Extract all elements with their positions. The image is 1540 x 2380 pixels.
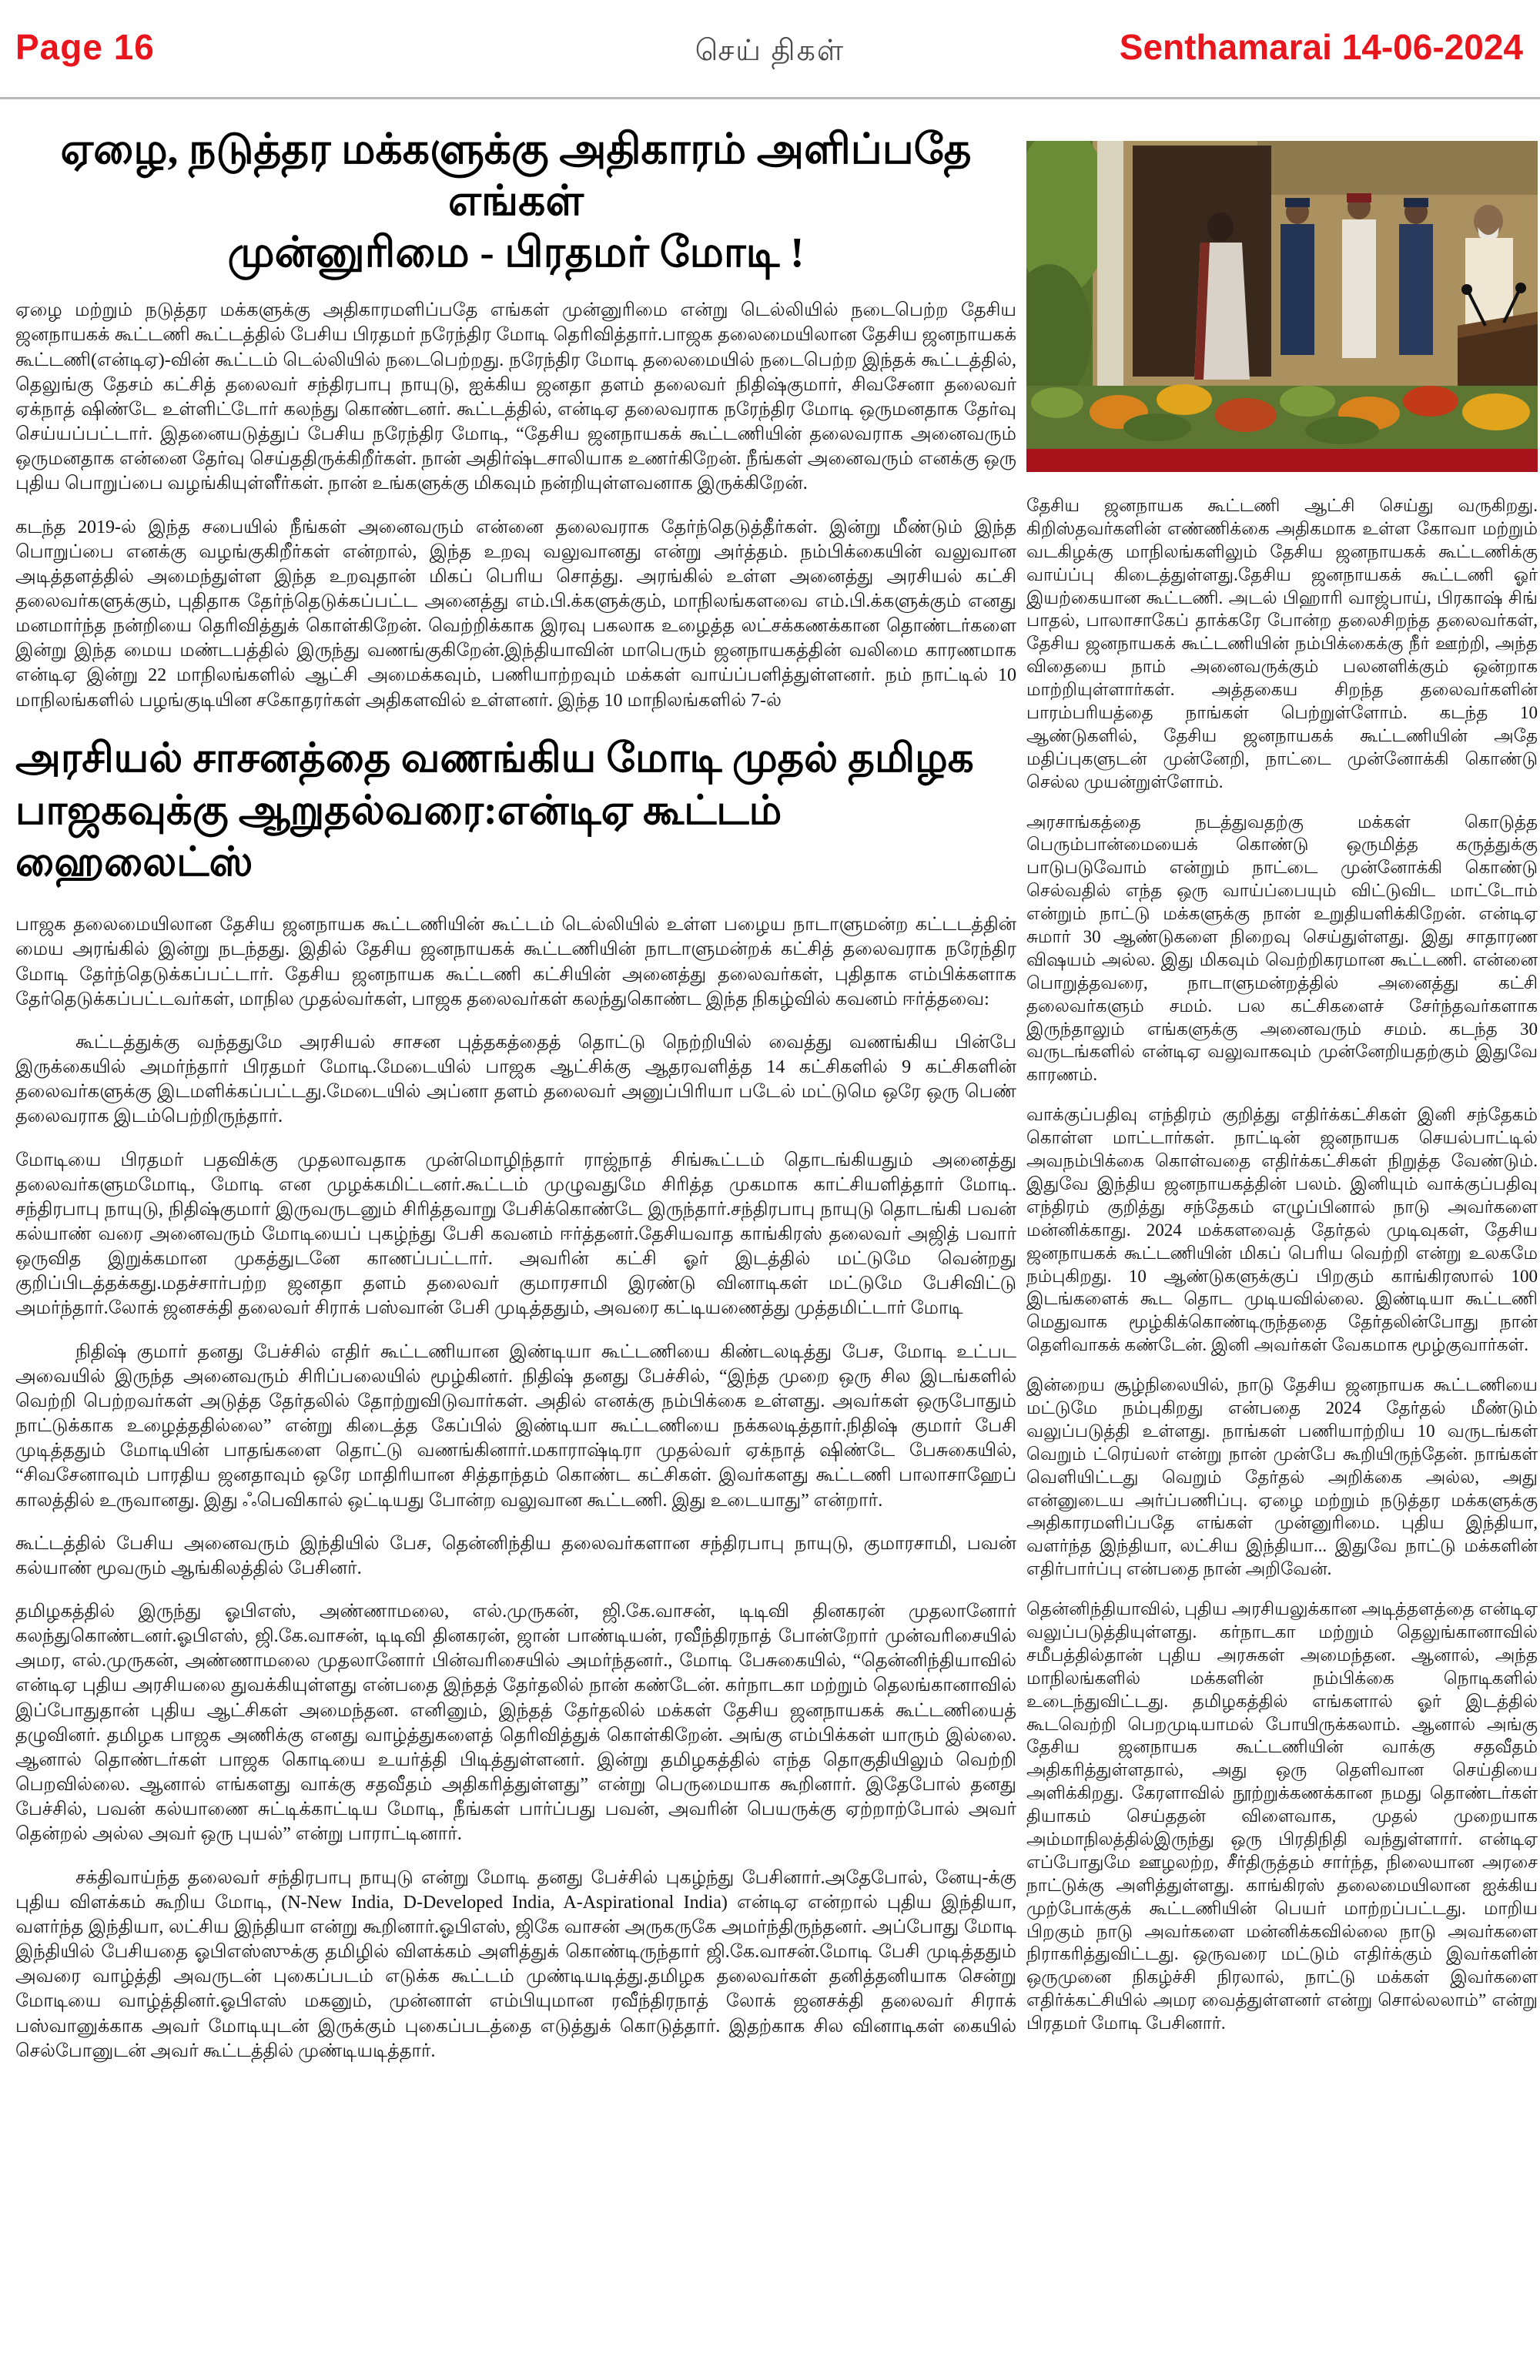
- article2-headline-line2: பாஜகவுக்கு ஆறுதல்வரை:என்டிஏ கூட்டம் ஹைலைட்ஸ்: [15, 788, 782, 885]
- president-figure-head: [1207, 213, 1234, 242]
- guard-figures: [1281, 193, 1433, 358]
- article2-headline: [15, 733, 1016, 889]
- masthead-date: Senthamarai 14-06-2024: [1119, 27, 1523, 67]
- section-title: செய் திகள்: [695, 35, 845, 67]
- red-carpet: [1026, 449, 1538, 472]
- article2-paragraph: நிதிஷ் குமார் தனது பேச்சில் எதிர் கூட்டணியான இண்டியா கூட்டணியை கிண்டலடித்து பேச, மோடி உட்பட அவையில் இருந்த அனைவரும் சிரிப்பலையில் மூழ்கினர். நிதிஷ் தனது பேச்சில், “இந்த முறை ஒரு சில இடங்களில் வெற்றி பெற்றவர்கள் அடுத்த தேர்தலில் தோற்றுவிடுவார்கள். அதில் எனக்கு நம்பிக்கை உள்ளது. அவர்கள் ஒருபோதும் நாட்டுக்காக உழைத்ததில்லை” என்று கிடைத்த கேப்பில் இண்டியா கூட்டணியை நக்கலடித்தார்.நிதிஷ் குமார் பேசி முடித்ததும் மோடியின் பாதங்களை தொட்டு வணங்கினார்.மகாராஷ்டிரா முதல்வர் ஏக்நாத் ஷிண்டே பேசுகையில், “சிவசேனாவும் பாரதிய ஜனதாவும் ஒரே மாதிரியான சித்தாந்தம் கொண்ட கட்சிகள். இவர்களது கூட்டணி பாலாசாஹேப் காலத்தில் உருவானது. இது ஃபெவிகால் ஒட்டியது போன்ற வலுவான கூட்டணி. இது உடையாது” என்றார்.: [15, 1341, 1016, 1511]
- article1-paragraph: ஏழை மற்றும் நடுத்தர மக்களுக்கு அதிகாரமளிப்பதே எங்கள் முன்னுரிமை என்று டெல்லியில் நடைபெற்ற தேசிய ஜனநாயகக் கூட்டணி கூட்டத்தில் பேசிய பிரதமர் நரேந்திர மோடி தெரிவித்தார்.பாஜக தலைமையிலான தேசிய ஜனநாயகக் கூட்டணி(என்டிஏ)-வின் கூட்டம் டெல்லியில் நடைபெற்றது. நரேந்திர மோடி தலைமையில் நடைபெற்ற இந்தக் கூட்டத்தில், தெலுங்கு தேசம் கட்சித் தலைவர் சந்திரபாபு நாயுடு, ஐக்கிய ஜனதா தளம் தலைவர் நிதிஷ்குமார், சிவசேனா தலைவர் ஏக்நாத் ஷிண்டே உள்ளிட்டோர் கலந்து கொண்டனர். கூட்டத்தில், என்டிஏ தலைவராக நரேந்திர மோடி ஒருமனதாக தேர்வு செய்யப்பட்டார். இதனையடுத்துப் பேசிய நரேந்திர மோடி, “தேசிய ஜனநாயகக் கூட்டணியின் தலைவராக அனைவரும் ஒருமனதாக என்னை தேர்வு செய்ததிருக்கிறீர்கள். நான் அதிர்ஷ்டசாலியாக உணர்கிறேன். நீங்கள் அனைவரும் எனக்கு ஒரு புதிய பொறுப்பை வழங்கியுள்ளீர்கள். நான் உங்களுக்கு மிகவும் நன்றியுள்ளவனாக இருக்கிறேன்.: [15, 300, 1016, 494]
- right-column-paragraph: இன்றைய சூழ்நிலையில், நாடு தேசிய ஜனநாயக கூட்டணியை மட்டுமே நம்புகிறது என்பதை 2024 தேர்தல் மீண்டும் வலுப்படுத்தி உள்ளது. நாங்கள் பணியாற்றிய 10 வருடங்கள் வெறும் ட்ரெய்லர் என்று நான் முன்பே கூறியிருந்தேன். நாங்கள் வெளியிட்டது வெறும் தேர்தல் அறிக்கை அல்ல, அது என்னுடைய அர்ப்பணிப்பு. ஏழை மற்றும் நடுத்தர மக்களுக்கு அதிகாரமளிப்பதே எங்கள் முன்னுரிமை. புதிய இந்தியா, வளர்ந்த இந்தியா, லட்சிய இந்தியா... இதுவே நாட்டு மக்களின் எதிர்பார்ப்பு என்பதை நான் அறிவேன்.: [1026, 1375, 1538, 1579]
- right-column-paragraph: தேசிய ஜனநாயக கூட்டணி ஆட்சி செய்து வருகிறது. கிறிஸ்தவர்களின் எண்ணிக்கை அதிகமாக உள்ள கோவா மற்றும் வடகிழக்கு மாநிலங்களிலும் தேசிய ஜனநாயகக் கூட்டணிக்கு வாய்ப்பு கிடைத்துள்ளது.தேசிய ஜனநாயகக் கூட்டணி ஓர் இயற்கையான கூட்டணி. அடல் பிஹாரி வாஜ்பாய், பிரகாஷ் சிங் பாதல், பாலாசாகேப் தாக்கரே போன்ற தலைசிறந்த தலைவர்கள், தேசிய ஜனநாயகக் கூட்டணியின் நம்பிக்கைக்கு நீர் ஊற்றி, அந்த விதையை நாம் அனைவருக்கும் பலனளிக்கும் ஒன்றாக மாற்றியுள்ளார்கள். அத்தகைய சிறந்த தலைவர்களின் பாரம்பரியத்தை நாங்கள் பெற்றுள்ளோம். கடந்த 10 ஆண்டுகளில், தேசிய ஜனநாயகக் கூட்டணியின் அதே மதிப்புகளுடன் முன்னேறி, நாட்டை முன்னோக்கி கொண்டு செல்ல முயன்றுள்ளோம்.: [1026, 496, 1538, 792]
- microphone: [1461, 284, 1472, 295]
- ceremony-photo: [1026, 141, 1538, 472]
- pillar: [1097, 141, 1123, 387]
- page-number-label: Page 16: [15, 27, 155, 67]
- article2-paragraph: கூட்டத்தில் பேசிய அனைவரும் இந்தியில் பேச, தென்னிந்திய தலைவர்களான சந்திரபாபு நாயுடு, குமாரசாமி, பவன் கல்யாண் மூவரும் ஆங்கிலத்தில் பேசினர்.: [15, 1533, 1016, 1578]
- left-column: [15, 123, 1016, 2372]
- right-column-paragraph: அரசாங்கத்தை நடத்துவதற்கு மக்கள் கொடுத்த பெரும்பான்மையைக் கொண்டு ஒருமித்த கருத்துக்கு பாடுபடுவோம் என்றும் நாட்டை முன்னோக்கி கொண்டு செல்வதில் எந்த ஒரு வாய்ப்பையும் விட்டுவிட மாட்டோம் என்றும் நாட்டு மக்களுக்கு நான் உறுதியளிக்கிறேன். என்டிஏ சுமார் 30 ஆண்டுகளை நிறைவு செய்துள்ளது. இது சாதாரண விஷயம் அல்ல. இது மிகவும் வெற்றிகரமான கூட்டணி. என்னை பொறுத்தவரை, நாடாளுமன்றத்தில் அனைத்து கட்சி தலைவர்களும் சமம். பல கட்சிகளைச் சேர்ந்தவர்களாக இருந்தாலும் எங்களுக்கு அனைவரும் சமம். கடந்த 30 வருடங்களில் என்டிஏ வலுவாகவும் முன்னேறியதற்கும் இதுவே காரணம்.: [1026, 812, 1538, 1085]
- article2-paragraph: தமிழகத்தில் இருந்து ஓபிஎஸ், அண்ணாமலை, எல்.முருகன், ஜி.கே.வாசன், டிடிவி தினகரன் முதலானோர் கலந்துகொண்டனர்.ஓபிஎஸ், ஜி.கே.வாசன், டிடிவி தினகரன், ஜான் பாண்டியன், ரவீந்திரநாத் போன்றோர் முன்வரிசையில் அமர, எல்.முருகன், அண்ணாமலை முதலானோர் பின்வரிசையில் அமர்ந்தனர்., மோடி பேசுகையில், “தென்னிந்தியாவில் என்டிஏ புதிய அரசியலை துவக்கியுள்ளது என்பதை இந்தத் தேர்தலில் நான் கண்டேன். கர்நாடகா மற்றும் தெலங்கானாவில் இப்போதுதான் புதிய ஆட்சிகள் அமைந்தன. எனினும், இந்தத் தேர்தலில் மக்கள் தேசிய ஜனநாயகக் கூட்டணியைத் தழுவினர். தமிழக பாஜக அணிக்கு எனது வாழ்த்துகளைத் தெரிவித்துக் கொள்கிறேன். அங்கு எம்பிக்கள் யாரும் இல்லை. ஆனால் தொண்டர்கள் பாஜக கொடியை உயர்த்தி பிடித்துள்ளனர். இன்று தமிழகத்தில் எந்த தொகுதியிலும் வெற்றி பெறவில்லை. ஆனால் எங்களது வாக்கு சதவீதம் அதிகரித்துள்ளது” என்று பெருமையாக கூறினார். இதேபோல் தனது பேச்சில், பவன் கல்யாணை சுட்டிக்காட்டிய மோடி, நீங்கள் பார்ப்பது பவன், அவரின் பெயருக்கு ஏற்றாற்போல் அவர் தென்றல் அல்ல அவர் ஒரு புயல்” என்று பாராட்டினார்.: [15, 1602, 1016, 1845]
- page-header: [0, 0, 1540, 99]
- article2-headline-line1: அரசியல் சாசனத்தை வணங்கிய மோடி முதல் தமிழக: [15, 735, 974, 781]
- right-column-paragraph: தென்னிந்தியாவில், புதிய அரசியலுக்கான அடித்தளத்தை என்டிஏ வலுப்படுத்தியுள்ளது. கர்நாடகா மற்றும் தெலுங்கானாவில் சமீபத்தில்தான் புதிய அரசுகள் அமைந்தன. ஆனால், அந்த மாநிலங்களில் மக்களின் நம்பிக்கை நொடிகளில் உடைந்துவிட்டது. தமிழகத்தில் எங்களால் ஓர் இடத்தில் கூடவெற்றி பெறமுடியாமல் போயிருக்கலாம். ஆனால் அங்கு தேசிய ஜனநாயக கூட்டணியின் வாக்கு சதவீதம் அதிகரித்துள்ளதால், அது ஒரு தெளிவான செய்தியை அளிக்கிறது. கேரளாவில் நூற்றுக்கணக்கான நமது தொண்டர்கள் தியாகம் செய்ததன் விளைவாக, முதல் முறையாக அம்மாநிலத்தில்இருந்து ஒரு பிரதிநிதி வந்துள்ளார். என்டிஏ எப்போதுமே ஊழலற்ற, சீர்திருத்தம் சார்ந்த, நிலையான அரசை நாட்டுக்கு அளித்துள்ளது. காங்கிரஸ் தலைமையிலான ஐக்கிய முற்போக்குக் கூட்டணியின் பெயர் மாற்றப்பட்டது. மாறிய பிறகும் நாடு அவர்களை மன்னிக்கவில்லை நாடு அவர்களை நிராகரித்துவிட்டது. ஒருவரை மட்டும் எதிர்க்கும் இவர்களின் ஒருமுனை நிகழ்ச்சி நிரலால், நாட்டு மக்கள் இவர்களை எதிர்க்கட்சியில் அமர வைத்துள்ளனர் என்று சொல்லலாம்” என்று பிரதமர் மோடி பேசினார்.: [1026, 1599, 1538, 2034]
- article2-paragraph: மோடியை பிரதமர் பதவிக்கு முதலாவதாக முன்மொழிந்தார் ராஜ்நாத் சிங்கூட்டம் தொடங்கியதும் அனைத்து தலைவர்களுமமோடி, மோடி என முழக்கமிட்டனர்.கூட்டம் முழுவதுமே சிரித்த முகமாக காட்சியளித்தார் மோடி. சந்திரபாபு நாயுடு, நிதிஷ்குமார் இருவருடனும் சிரித்தவாறு பேசிக்கொண்டே இருந்தார்.சந்திரபாபு நாயுடு தொடங்கி பவன் கல்யாண் வரை அனைவரும் மோடியைப் புகழ்ந்து பேசி கவனம் ஈர்த்தனர்.தேசியவாத காங்கிரஸ் தலைவர் அஜித் பவார் ஒருவித இறுக்கமான முகத்துடனே காணப்பட்டார். அவரின் கட்சி ஓர் இடத்தில் மட்டுமே வென்றது குறிப்பிடத்தக்கது.மதச்சார்பற்ற ஜனதா தளம் தலைவர் குமாரசாமி இரண்டு வினாடிகள் மட்டுமே பேசிவிட்டு அமர்ந்தார்.லோக் ஜனசக்தி தலைவர் சிராக் பஸ்வான் பேசி முடித்ததும், அவரை கட்டியணைத்து முத்தமிட்டார் மோடி: [15, 1150, 1016, 1319]
- article2-paragraph: சக்திவாய்ந்த தலைவர் சந்திரபாபு நாயுடு என்று மோடி தனது பேச்சில் புகழ்ந்து பேசினார்.அதேபோல், னேயு-க்கு புதிய விளக்கம் கூறிய மோடி, (N-New India, D-Developed India, A-Aspirational India) என்டிஏ என்றால் புதிய இந்தியா, வளர்ந்த இந்தியா, லட்சிய இந்தியா என்று கூறினார்.ஓபிஎஸ், ஜிகே வாசன் அருகருகே அமர்ந்திருந்தனர். அப்போது மோடி இந்தியில் பேசியதை ஓபிஎஸ்ஸுக்கு தமிழில் விளக்கம் அளித்துக் கொண்டிருந்தார் ஜி.கே.வாசன்.மோடி பேசி முடித்ததும் அவரை வாழ்த்தி அவருடன் புகைப்படம் எடுக்க கூட்டம் முண்டியடித்து.தமிழக தலைவர்கள் தனித்தனியாக சென்று மோடியை வாழ்த்தினர்.ஓபிஎஸ் மகனும், முன்னாள் எம்பியுமான ரவீந்திரநாத் லோக் ஜனசக்தி தலைவர் சிராக் பஸ்வானுக்காக அவர் மோடியுடன் இருக்கும் புகைப்படத்தை எடுத்துக் கொடுத்தார். இதற்காக சில வினாடிகள் கையில் செல்போனுடன் அவர் கூட்டத்தில் முண்டியடித்தார்.: [15, 1867, 1016, 2061]
- right-column: [1026, 494, 1538, 2373]
- article2-paragraph: பாஜக தலைமையிலான தேசிய ஜனநாயக கூட்டணியின் கூட்டம் டெல்லியில் உள்ள பழைய நாடாளுமன்ற கட்டடத்தின் மைய அரங்கில் இன்று நடந்தது. இதில் தேசிய ஜனநாயகக் கூட்டணியின் நாடாளுமன்றக் கட்சித் தலைவராக நரேந்திர மோடி தேர்ந்தெடுக்கப்பட்டார். தேசிய ஜனநாயக கூட்டணி கட்சியின் அனைத்து தலைவர்கள், புதிதாக எம்பிக்களாக தேர்தெடுக்கப்பட்டவர்கள், மாநில முதல்வர்கள், பாஜக தலைவர்கள் கலந்துகொண்ட இந்த நிகழ்வில் கவனம் ஈர்த்தவை:: [15, 915, 1016, 1009]
- article2-paragraph: கூட்டத்துக்கு வந்ததுமே அரசியல் சாசன புத்தகத்தைத் தொட்டு நெற்றியில் வைத்து வணங்கிய பின்பே இருக்கையில் அமர்ந்தார் பிரதமர் மோடி.மேடையில் பாஜக ஆட்சிக்கு ஆதரவளித்த 14 கட்சிகளில் 9 கட்சிகளின் தலைவர்களுக்கு இடமளிக்கப்பட்டது.மேடையில் அப்னா தளம் தலைவர் அனுப்பிரியா படேல் மட்டுமெ ஒரே ஒரு பெண் தலைவராக இடம்பெற்றிருந்தார்.: [15, 1032, 1016, 1127]
- flower-bed: [1026, 384, 1538, 450]
- right-column-paragraph: வாக்குப்பதிவு எந்திரம் குறித்து எதிர்க்கட்சிகள் இனி சந்தேகம் கொள்ள மாட்டார்கள். நாட்டின் ஜனநாயக செயல்பாட்டில் அவநம்பிக்கை கொள்வதை எதிர்க்கட்சிகள் நிறுத்த வேண்டும். இதுவே இந்திய ஜனநாயகத்தின் பலம். இனியும் வாக்குப்பதிவு எந்திரம் குறித்து சந்தேகம் எழுப்பினால் நாடு அவர்களை மன்னிக்காது. 2024 மக்களவைத் தேர்தல் முடிவுகள், தேசிய ஜனநாயகக் கூட்டணியின் மிகப் பெரிய வெற்றி என்று உலகமே நம்புகிறது. 10 ஆண்டுகளுக்குப் பிறகும் காங்கிரஸால் 100 இடங்களைக் கூட தொட முடியவில்லை. இண்டியா கூட்டணி மெதுவாக மூழ்கிக்கொண்டிருந்ததை தேர்தலின்போது நான் தெளிவாகக் கண்டேன். இனி அவர்கள் வேகமாக மூழ்குவார்கள்.: [1026, 1105, 1538, 1355]
- stone-wall: [1257, 141, 1538, 195]
- article1-headline-line1: ஏழை, நடுத்தர மக்களுக்கு அதிகாரம் அளிப்பதே எங்கள்: [60, 126, 972, 225]
- article1-headline-line2: முன்னுரிமை - பிரதமர் மோடி !: [227, 229, 805, 276]
- ceremony-photo-graphic: [1026, 141, 1538, 472]
- article1-paragraph: கடந்த 2019-ல் இந்த சபையில் நீங்கள் அனைவரும் என்னை தலைவராக தேர்ந்தெடுத்தீர்கள். இன்று மீண்டும் இந்த பொறுப்பை எனக்கு வழங்குகிறீர்கள் என்றால், இந்த உறவு வலுவானது என்று அர்த்தம். நம்பிக்கையின் வலுவான அடித்தளத்தில் அமைந்துள்ள இந்த உறவுதான் மிகப் பெரிய சொத்து. அரங்கில் உள்ள அனைத்து அரசியல் கட்சி தலைவர்களுக்கும், புதிதாக தேர்ந்தெடுக்கப்பட்ட அனைத்து எம்.பி.க்களுக்கும், மாநிலங்களவை எம்.பி.க்களுக்கும் எனது மனமார்ந்த நன்றியை தெரிவித்துக் கொள்கிறேன். வெற்றிக்காக இரவு பகலாக உழைத்த லட்சக்கணக்கான தொண்டர்களை இன்று இந்த மைய மண்டபத்தில் இருந்து வணங்குகிறேன்.இந்தியாவின் மாபெரும் ஜனநாயகத்தின் வலிமை காரணமாக என்டிஏ இன்று 22 மாநிலங்களில் ஆட்சி அமைக்கவும், பணியாற்றவும் மக்கள் வாய்ப்பளித்துள்ளனர். நம் நாட்டில் 10 மாநிலங்களில் பழங்குடியின சகோதரர்கள் அதிகளவில் உள்ளனர். இந்த 10 மாநிலங்களில் 7-ல்: [15, 517, 1016, 711]
- microphone: [1515, 283, 1526, 293]
